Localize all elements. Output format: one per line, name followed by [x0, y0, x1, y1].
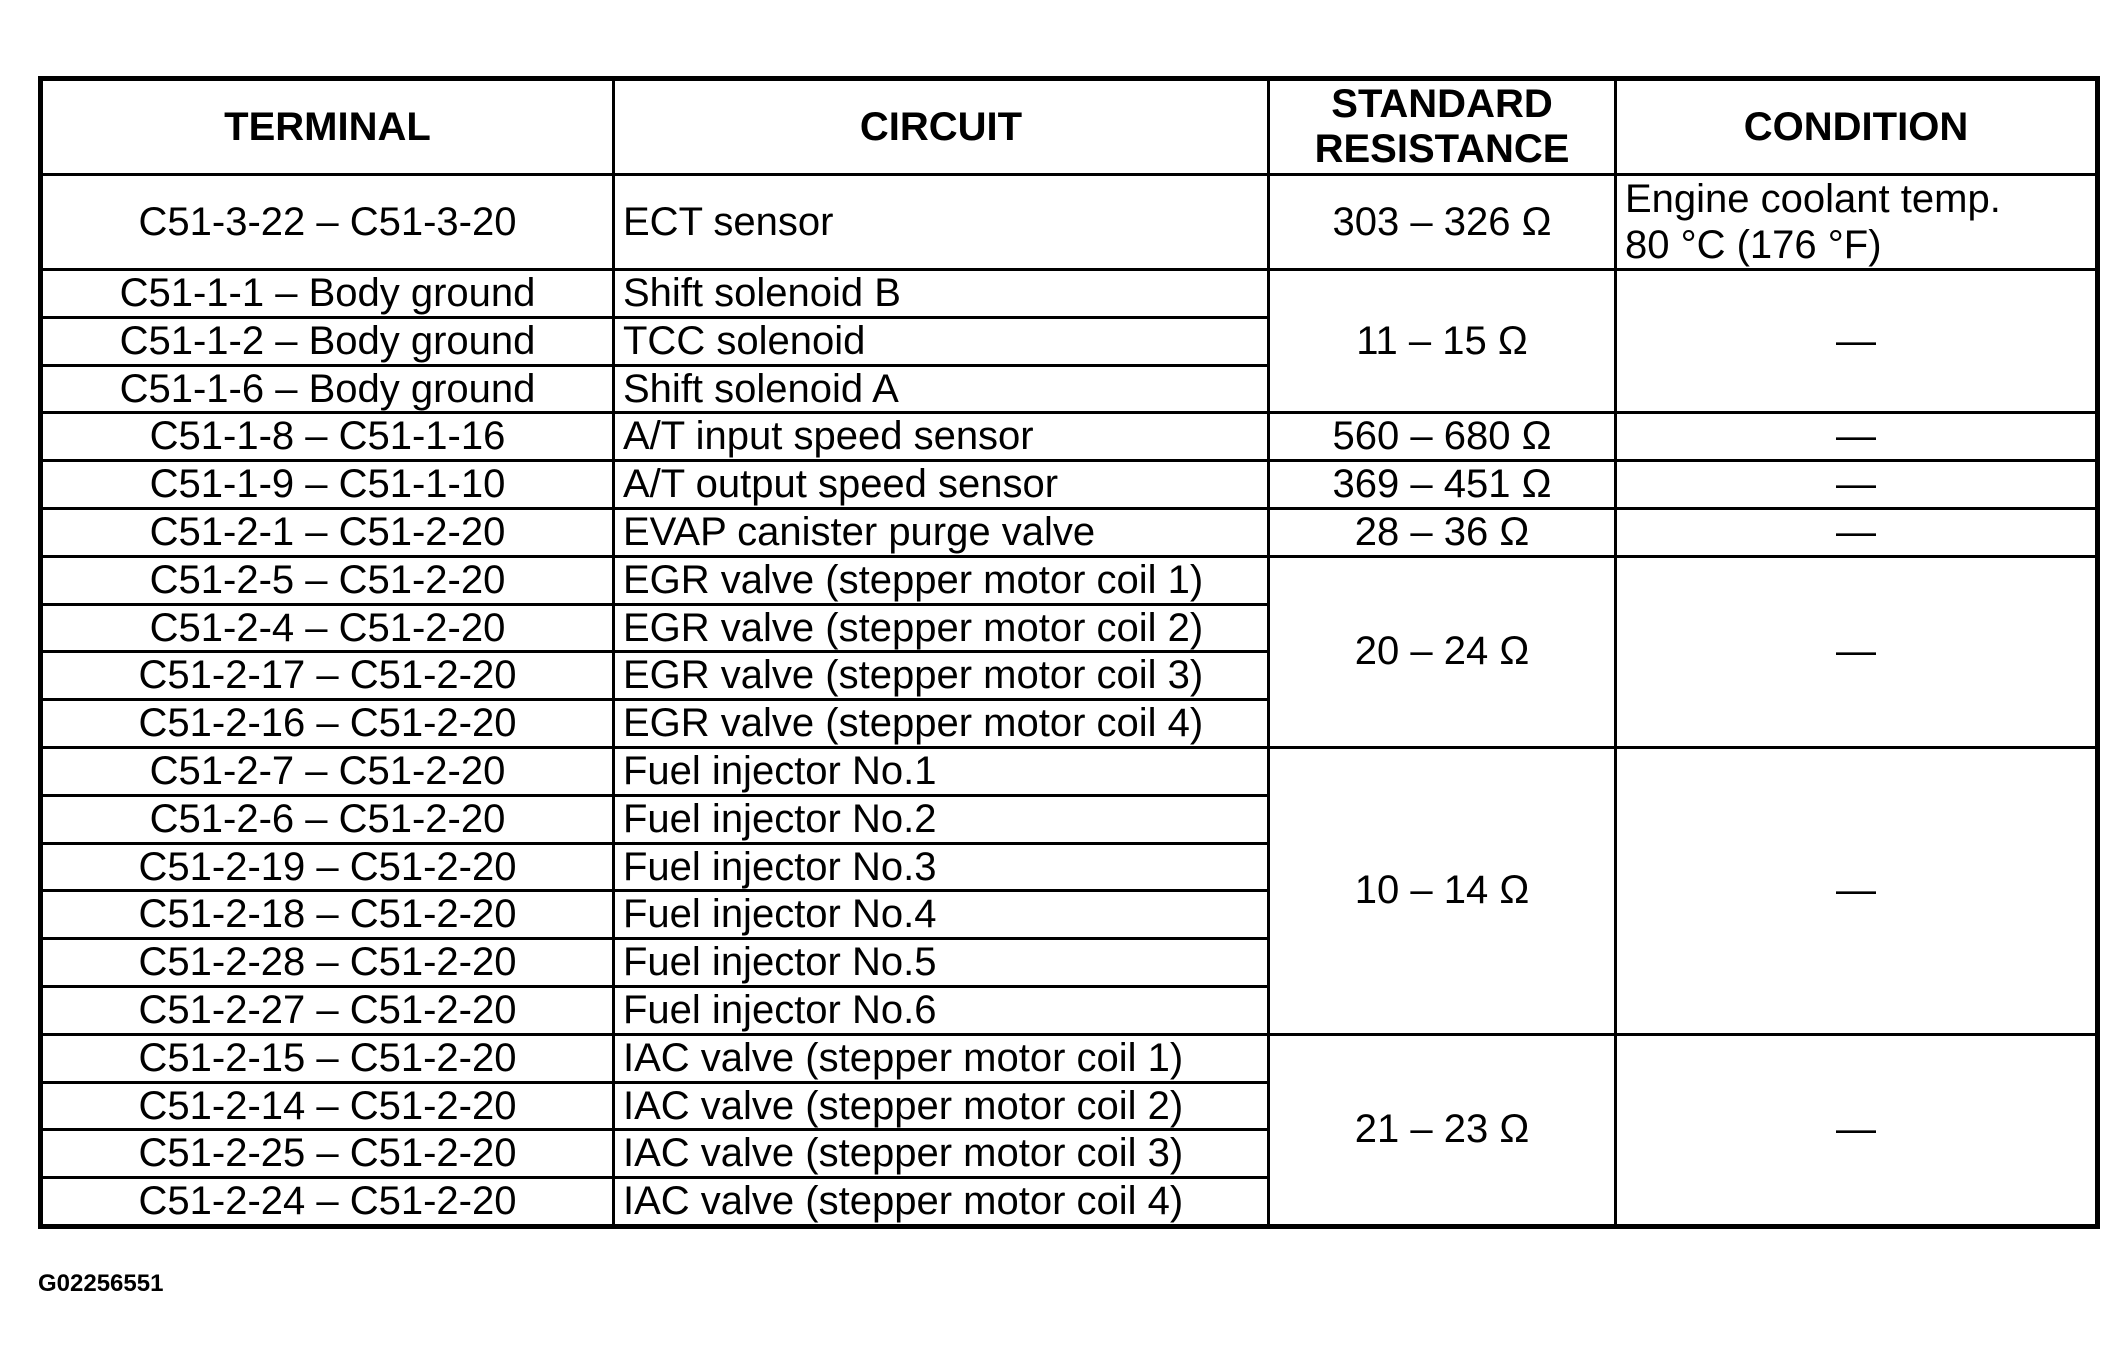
- resistance-cell: 11 – 15 Ω: [1269, 270, 1616, 413]
- table-row: [41, 175, 2098, 270]
- terminal-cell: C51-2-28 – C51-2-20: [41, 939, 614, 987]
- table-row: [41, 508, 2098, 556]
- terminal-cell: C51-1-1 – Body ground: [41, 270, 614, 318]
- circuit-cell: A/T output speed sensor: [614, 461, 1269, 509]
- circuit-cell: EGR valve (stepper motor coil 3): [614, 652, 1269, 700]
- terminal-cell: C51-2-7 – C51-2-20: [41, 747, 614, 795]
- resistance-spec-table: [38, 76, 2100, 1229]
- circuit-cell: ECT sensor: [614, 175, 1269, 270]
- circuit-cell: IAC valve (stepper motor coil 1): [614, 1034, 1269, 1082]
- circuit-cell: Fuel injector No.5: [614, 939, 1269, 987]
- circuit-cell: IAC valve (stepper motor coil 2): [614, 1082, 1269, 1130]
- table-row: [41, 556, 2098, 604]
- terminal-cell: C51-2-6 – C51-2-20: [41, 795, 614, 843]
- header-standard-resistance: [1269, 79, 1616, 175]
- circuit-cell: EGR valve (stepper motor coil 1): [614, 556, 1269, 604]
- terminal-cell: C51-2-18 – C51-2-20: [41, 891, 614, 939]
- condition-cell: —: [1616, 413, 2098, 461]
- terminal-cell: C51-2-25 – C51-2-20: [41, 1130, 614, 1178]
- terminal-cell: C51-2-5 – C51-2-20: [41, 556, 614, 604]
- resistance-cell: 303 – 326 Ω: [1269, 175, 1616, 270]
- condition-cell: —: [1616, 556, 2098, 747]
- header-row: [41, 79, 2098, 175]
- circuit-cell: Fuel injector No.3: [614, 843, 1269, 891]
- circuit-cell: Fuel injector No.6: [614, 986, 1269, 1034]
- circuit-cell: Shift solenoid B: [614, 270, 1269, 318]
- figure-code: G02256551: [38, 1270, 164, 1297]
- condition-cell: —: [1616, 747, 2098, 1034]
- circuit-cell: IAC valve (stepper motor coil 3): [614, 1130, 1269, 1178]
- circuit-cell: Shift solenoid A: [614, 365, 1269, 413]
- terminal-cell: C51-2-16 – C51-2-20: [41, 700, 614, 748]
- table-row: [41, 747, 2098, 795]
- condition-cell: —: [1616, 461, 2098, 509]
- table-row: [41, 413, 2098, 461]
- header-resistance-line2: RESISTANCE: [1314, 127, 1570, 171]
- resistance-cell: 28 – 36 Ω: [1269, 508, 1616, 556]
- resistance-cell: 20 – 24 Ω: [1269, 556, 1616, 747]
- terminal-cell: C51-2-19 – C51-2-20: [41, 843, 614, 891]
- header-resistance-line1: STANDARD: [1331, 82, 1553, 127]
- terminal-cell: C51-2-14 – C51-2-20: [41, 1082, 614, 1130]
- circuit-cell: EVAP canister purge valve: [614, 508, 1269, 556]
- condition-cell: —: [1616, 1034, 2098, 1226]
- terminal-cell: C51-1-2 – Body ground: [41, 317, 614, 365]
- circuit-cell: TCC solenoid: [614, 317, 1269, 365]
- table-row: [41, 1034, 2098, 1082]
- condition-cell: —: [1616, 508, 2098, 556]
- terminal-cell: C51-1-9 – C51-1-10: [41, 461, 614, 509]
- condition-cell: [1616, 175, 2098, 270]
- condition-line1: Engine coolant temp.: [1625, 177, 2001, 221]
- terminal-cell: C51-2-4 – C51-2-20: [41, 604, 614, 652]
- circuit-cell: Fuel injector No.2: [614, 795, 1269, 843]
- terminal-cell: C51-1-6 – Body ground: [41, 365, 614, 413]
- condition-cell: —: [1616, 270, 2098, 413]
- terminal-cell: C51-2-27 – C51-2-20: [41, 986, 614, 1034]
- table-row: [41, 270, 2098, 318]
- circuit-cell: IAC valve (stepper motor coil 4): [614, 1178, 1269, 1227]
- table-row: [41, 461, 2098, 509]
- header-condition: CONDITION: [1616, 79, 2098, 175]
- circuit-cell: EGR valve (stepper motor coil 4): [614, 700, 1269, 748]
- terminal-cell: C51-3-22 – C51-3-20: [41, 175, 614, 270]
- resistance-cell: 560 – 680 Ω: [1269, 413, 1616, 461]
- terminal-cell: C51-2-24 – C51-2-20: [41, 1178, 614, 1227]
- circuit-cell: Fuel injector No.1: [614, 747, 1269, 795]
- terminal-cell: C51-2-1 – C51-2-20: [41, 508, 614, 556]
- circuit-cell: A/T input speed sensor: [614, 413, 1269, 461]
- condition-line2: 80 °C (176 °F): [1625, 223, 1882, 267]
- terminal-cell: C51-1-8 – C51-1-16: [41, 413, 614, 461]
- terminal-cell: C51-2-15 – C51-2-20: [41, 1034, 614, 1082]
- resistance-cell: 21 – 23 Ω: [1269, 1034, 1616, 1226]
- circuit-cell: Fuel injector No.4: [614, 891, 1269, 939]
- resistance-cell: 10 – 14 Ω: [1269, 747, 1616, 1034]
- resistance-cell: 369 – 451 Ω: [1269, 461, 1616, 509]
- terminal-cell: C51-2-17 – C51-2-20: [41, 652, 614, 700]
- header-terminal: TERMINAL: [41, 79, 614, 175]
- header-circuit: CIRCUIT: [614, 79, 1269, 175]
- circuit-cell: EGR valve (stepper motor coil 2): [614, 604, 1269, 652]
